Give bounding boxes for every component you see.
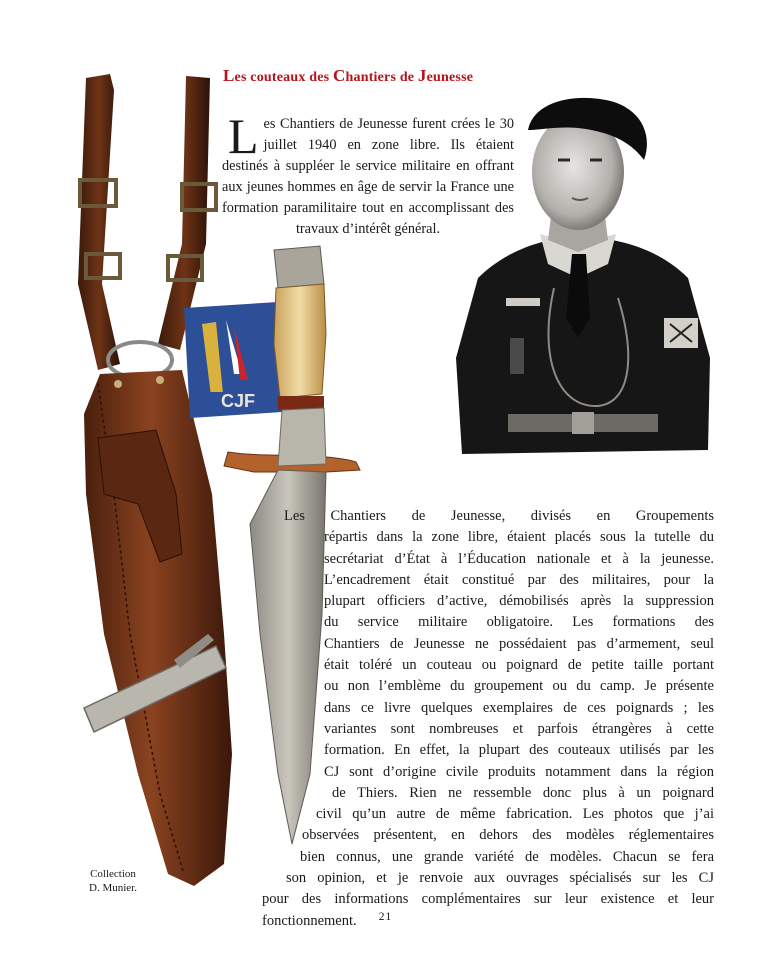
body-line: plupart officiers d’active, démobilisés après la suppression: [324, 593, 714, 610]
body-line: était toléré un couteau ou poignard de petite taille portant: [324, 657, 714, 674]
intro-paragraph: [222, 108, 514, 240]
body-line: variantes sont nombreuses et parfois étrangères à cette: [324, 720, 714, 737]
cjf-badge: [184, 302, 282, 418]
body-line: civil qu’un autre de même fabrication. Les photos que j’ai: [316, 806, 714, 823]
body-line: CJ sont d’origine civile produits notamment dans la région: [324, 763, 714, 780]
body-line: observées présentent, en dehors des modèles réglementaires: [302, 827, 714, 844]
intro-text: es Chantiers de Jeunesse furent crées le 30 juillet 1940 en zone libre. Ils étaient destinés à suppléer le service militaire en offrant aux jeunes hommes en âge de servir la France une formation paramilitaire tout en accomplissant des travaux d’intérêt général.: [222, 116, 514, 237]
knife-pommel: [274, 246, 324, 288]
svg-text:CJF: CJF: [220, 391, 256, 411]
left-strap: [78, 74, 120, 370]
body-line: son opinion, et je renvoie aux ouvrages spécialisés sur les CJ: [286, 870, 714, 887]
photo-caption: Collection D. Munier.: [89, 868, 137, 894]
body-paragraph: [262, 506, 714, 932]
body-line: pour des informations complémentaires sur leur existence et leur: [262, 891, 714, 908]
body-line: de Thiers. Rien ne ressemble donc plus à un poignard: [332, 784, 714, 801]
page-number: 21: [378, 911, 393, 923]
body-line: du service militaire obligatoire. Les formations des: [324, 614, 714, 631]
body-line: fonctionnement.: [262, 912, 357, 929]
page-title: Les couteaux des Chantiers de Jeunesse: [223, 66, 474, 85]
knife-handle: [274, 284, 326, 398]
drop-cap: L: [228, 108, 259, 164]
body-line: dans ce livre quelques exemplaires de ces poignards ; les: [324, 699, 714, 716]
body-line: bien connus, une grande variété de modèles. Chacun se fera: [300, 848, 714, 865]
body-line: répartis dans la zone libre, étaient placés sous la tutelle du: [324, 529, 714, 546]
body-line: formation. En effet, la plupart des couteaux utilisés par les: [324, 742, 714, 759]
body-line: Chantiers de Jeunesse ne possédaient pas d’armement, seul: [324, 635, 714, 652]
sleeve-insignia: [664, 318, 698, 348]
body-line: ou non l’emblème du groupement ou du camp. Je présente: [324, 678, 714, 695]
knife-ricasso: [278, 408, 326, 466]
body-line: L’encadrement était constitué par des militaires, pour la: [324, 571, 714, 588]
body-line: secrétariat d’État à l’Éducation nationale et à la jeunesse.: [324, 550, 714, 567]
body-line: Les Chantiers de Jeunesse, divisés en Groupements: [284, 508, 714, 524]
